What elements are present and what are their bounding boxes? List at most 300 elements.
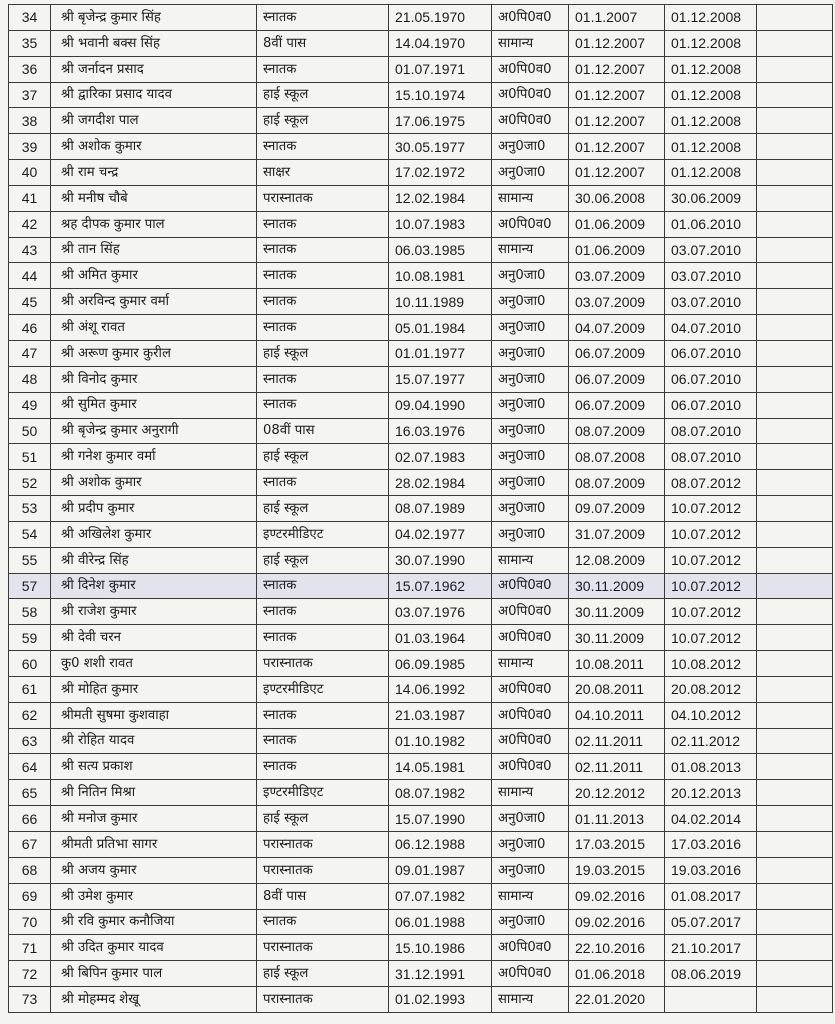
serial-number-cell: 71 [9, 935, 51, 961]
serial-number-cell: 52 [9, 470, 51, 496]
category-cell: अ0पि0व0 [492, 702, 569, 728]
table-row [9, 237, 833, 263]
qualification-cell: परास्नातक [257, 185, 389, 211]
qualification-cell: स्नातक [257, 289, 389, 315]
qualification-cell: इण्टरमीडिएट [257, 780, 389, 806]
qualification-cell: स्नातक [257, 470, 389, 496]
qualification-cell: हाई स्कूल [257, 444, 389, 470]
employee-name-cell: श्री नितिन मिश्रा [51, 780, 257, 806]
serial-number-cell: 65 [9, 780, 51, 806]
confirmation-date-cell: 10.07.2012 [665, 573, 757, 599]
category-cell: सामान्य [492, 237, 569, 263]
table-row [9, 547, 833, 573]
confirmation-date-cell: 30.06.2009 [665, 185, 757, 211]
employee-name-cell: श्री बृजेन्द्र कुमार सिंह [51, 5, 257, 31]
qualification-cell: हाई स्कूल [257, 806, 389, 832]
category-cell: अनु0जा0 [492, 496, 569, 522]
qualification-cell: परास्नातक [257, 935, 389, 961]
empty-cell [757, 832, 833, 858]
employee-name-cell: श्रीमती सुषमा कुशवाहा [51, 702, 257, 728]
empty-cell [757, 676, 833, 702]
qualification-cell: इण्टरमीडिएट [257, 676, 389, 702]
table-row [9, 366, 833, 392]
empty-cell [757, 961, 833, 987]
employee-name-cell: श्री अरूण कुमार कुरील [51, 340, 257, 366]
empty-cell [757, 185, 833, 211]
serial-number-cell: 70 [9, 909, 51, 935]
date-of-birth-cell: 17.02.1972 [389, 160, 492, 186]
table-row [9, 754, 833, 780]
qualification-cell: स्नातक [257, 625, 389, 651]
confirmation-date-cell: 21.10.2017 [665, 935, 757, 961]
joining-date-cell: 09.02.2016 [569, 883, 665, 909]
joining-date-cell: 30.11.2009 [569, 625, 665, 651]
qualification-cell: स्नातक [257, 728, 389, 754]
date-of-birth-cell: 10.07.1983 [389, 211, 492, 237]
employee-name-cell: श्री अशोक कुमार [51, 134, 257, 160]
empty-cell [757, 754, 833, 780]
qualification-cell: स्नातक [257, 754, 389, 780]
qualification-cell: हाई स्कूल [257, 340, 389, 366]
empty-cell [757, 728, 833, 754]
serial-number-cell: 51 [9, 444, 51, 470]
confirmation-date-cell: 03.07.2010 [665, 289, 757, 315]
category-cell: अनु0जा0 [492, 366, 569, 392]
employee-name-cell: श्री रवि कुमार कनौजिया [51, 909, 257, 935]
confirmation-date-cell: 08.07.2010 [665, 444, 757, 470]
confirmation-date-cell: 04.07.2010 [665, 315, 757, 341]
qualification-cell: 8वीं पास [257, 883, 389, 909]
joining-date-cell: 22.10.2016 [569, 935, 665, 961]
serial-number-cell: 63 [9, 728, 51, 754]
joining-date-cell: 20.12.2012 [569, 780, 665, 806]
table-row [9, 780, 833, 806]
date-of-birth-cell: 06.01.1988 [389, 909, 492, 935]
employee-name-cell: श्री राम चन्द्र [51, 160, 257, 186]
employee-name-cell: श्री बिपिन कुमार पाल [51, 961, 257, 987]
category-cell: अ0पि0व0 [492, 676, 569, 702]
date-of-birth-cell: 09.01.1987 [389, 857, 492, 883]
joining-date-cell: 01.12.2007 [569, 30, 665, 56]
date-of-birth-cell: 14.06.1992 [389, 676, 492, 702]
empty-cell [757, 160, 833, 186]
qualification-cell: इण्टरमीडिएट [257, 521, 389, 547]
joining-date-cell: 03.07.2009 [569, 289, 665, 315]
employee-name-cell: श्री जर्नादन प्रसाद [51, 56, 257, 82]
joining-date-cell: 20.08.2011 [569, 676, 665, 702]
empty-cell [757, 340, 833, 366]
table-row [9, 806, 833, 832]
staff-register-table [8, 4, 833, 1013]
serial-number-cell: 40 [9, 160, 51, 186]
category-cell: अ0पि0व0 [492, 935, 569, 961]
serial-number-cell: 35 [9, 30, 51, 56]
date-of-birth-cell: 08.07.1989 [389, 496, 492, 522]
empty-cell [757, 444, 833, 470]
table-row [9, 728, 833, 754]
empty-cell [757, 82, 833, 108]
employee-name-cell: श्री मोहम्मद शेखू [51, 987, 257, 1013]
serial-number-cell: 64 [9, 754, 51, 780]
empty-cell [757, 521, 833, 547]
confirmation-date-cell: 01.08.2017 [665, 883, 757, 909]
register-rows [9, 5, 833, 1013]
empty-cell [757, 5, 833, 31]
empty-cell [757, 935, 833, 961]
serial-number-cell: 41 [9, 185, 51, 211]
serial-number-cell: 72 [9, 961, 51, 987]
joining-date-cell: 06.07.2009 [569, 392, 665, 418]
table-row [9, 211, 833, 237]
confirmation-date-cell [665, 987, 757, 1013]
table-row [9, 573, 833, 599]
qualification-cell: हाई स्कूल [257, 547, 389, 573]
table-row [9, 935, 833, 961]
serial-number-cell: 49 [9, 392, 51, 418]
category-cell: अनु0जा0 [492, 909, 569, 935]
employee-name-cell: श्री राजेश कुमार [51, 599, 257, 625]
category-cell: अनु0जा0 [492, 160, 569, 186]
serial-number-cell: 67 [9, 832, 51, 858]
category-cell: अ0पि0व0 [492, 211, 569, 237]
employee-name-cell: श्री उदित कुमार यादव [51, 935, 257, 961]
confirmation-date-cell: 01.12.2008 [665, 30, 757, 56]
date-of-birth-cell: 10.08.1981 [389, 263, 492, 289]
serial-number-cell: 54 [9, 521, 51, 547]
category-cell: सामान्य [492, 30, 569, 56]
employee-name-cell: श्री सुमित कुमार [51, 392, 257, 418]
category-cell: सामान्य [492, 780, 569, 806]
category-cell: अनु0जा0 [492, 470, 569, 496]
date-of-birth-cell: 21.05.1970 [389, 5, 492, 31]
joining-date-cell: 17.03.2015 [569, 832, 665, 858]
confirmation-date-cell: 06.07.2010 [665, 392, 757, 418]
confirmation-date-cell: 10.07.2012 [665, 521, 757, 547]
joining-date-cell: 09.07.2009 [569, 496, 665, 522]
category-cell: सामान्य [492, 651, 569, 677]
category-cell: अनु0जा0 [492, 315, 569, 341]
qualification-cell: स्नातक [257, 573, 389, 599]
confirmation-date-cell: 10.07.2012 [665, 599, 757, 625]
date-of-birth-cell: 14.04.1970 [389, 30, 492, 56]
confirmation-date-cell: 01.12.2008 [665, 5, 757, 31]
empty-cell [757, 987, 833, 1013]
empty-cell [757, 392, 833, 418]
date-of-birth-cell: 15.07.1990 [389, 806, 492, 832]
serial-number-cell: 59 [9, 625, 51, 651]
joining-date-cell: 01.12.2007 [569, 108, 665, 134]
qualification-cell: परास्नातक [257, 832, 389, 858]
confirmation-date-cell: 01.08.2013 [665, 754, 757, 780]
empty-cell [757, 418, 833, 444]
category-cell: अ0पि0व0 [492, 625, 569, 651]
confirmation-date-cell: 04.02.2014 [665, 806, 757, 832]
serial-number-cell: 55 [9, 547, 51, 573]
empty-cell [757, 651, 833, 677]
joining-date-cell: 06.07.2009 [569, 366, 665, 392]
category-cell: अनु0जा0 [492, 134, 569, 160]
joining-date-cell: 01.12.2007 [569, 82, 665, 108]
qualification-cell: साक्षर [257, 160, 389, 186]
empty-cell [757, 883, 833, 909]
empty-cell [757, 806, 833, 832]
serial-number-cell: 36 [9, 56, 51, 82]
table-row [9, 444, 833, 470]
serial-number-cell: 57 [9, 573, 51, 599]
empty-cell [757, 237, 833, 263]
table-row [9, 289, 833, 315]
confirmation-date-cell: 06.07.2010 [665, 366, 757, 392]
date-of-birth-cell: 15.07.1962 [389, 573, 492, 599]
qualification-cell: परास्नातक [257, 857, 389, 883]
employee-name-cell: श्री प्रदीप कुमार [51, 496, 257, 522]
confirmation-date-cell: 02.11.2012 [665, 728, 757, 754]
joining-date-cell: 08.07.2008 [569, 444, 665, 470]
table-row [9, 263, 833, 289]
employee-name-cell: श्री देवी चरन [51, 625, 257, 651]
empty-cell [757, 625, 833, 651]
category-cell: अनु0जा0 [492, 263, 569, 289]
date-of-birth-cell: 01.10.1982 [389, 728, 492, 754]
table-row [9, 392, 833, 418]
joining-date-cell: 30.06.2008 [569, 185, 665, 211]
serial-number-cell: 68 [9, 857, 51, 883]
serial-number-cell: 60 [9, 651, 51, 677]
employee-name-cell: श्री अरविन्द कुमार वर्मा [51, 289, 257, 315]
qualification-cell: स्नातक [257, 702, 389, 728]
joining-date-cell: 01.06.2009 [569, 211, 665, 237]
empty-cell [757, 702, 833, 728]
category-cell: अनु0जा0 [492, 444, 569, 470]
table-row [9, 82, 833, 108]
empty-cell [757, 470, 833, 496]
date-of-birth-cell: 06.03.1985 [389, 237, 492, 263]
category-cell: अनु0जा0 [492, 289, 569, 315]
confirmation-date-cell: 03.07.2010 [665, 263, 757, 289]
employee-name-cell: श्री विनोद कुमार [51, 366, 257, 392]
employee-name-cell: श्री उमेश कुमार [51, 883, 257, 909]
joining-date-cell: 01.12.2007 [569, 56, 665, 82]
joining-date-cell: 08.07.2009 [569, 418, 665, 444]
qualification-cell: 8वीं पास [257, 30, 389, 56]
category-cell: सामान्य [492, 883, 569, 909]
table-row [9, 832, 833, 858]
qualification-cell: हाई स्कूल [257, 961, 389, 987]
table-row [9, 857, 833, 883]
table-row [9, 56, 833, 82]
serial-number-cell: 34 [9, 5, 51, 31]
qualification-cell: स्नातक [257, 263, 389, 289]
joining-date-cell: 30.11.2009 [569, 599, 665, 625]
joining-date-cell: 01.12.2007 [569, 160, 665, 186]
date-of-birth-cell: 31.12.1991 [389, 961, 492, 987]
confirmation-date-cell: 08.06.2019 [665, 961, 757, 987]
joining-date-cell: 06.07.2009 [569, 340, 665, 366]
table-row [9, 702, 833, 728]
serial-number-cell: 45 [9, 289, 51, 315]
date-of-birth-cell: 01.02.1993 [389, 987, 492, 1013]
joining-date-cell: 01.11.2013 [569, 806, 665, 832]
category-cell: अनु0जा0 [492, 832, 569, 858]
table-row [9, 185, 833, 211]
category-cell: सामान्य [492, 185, 569, 211]
joining-date-cell: 08.07.2009 [569, 470, 665, 496]
joining-date-cell: 03.07.2009 [569, 263, 665, 289]
table-row [9, 651, 833, 677]
empty-cell [757, 30, 833, 56]
employee-name-cell: श्री अशोक कुमार [51, 470, 257, 496]
confirmation-date-cell: 10.07.2012 [665, 547, 757, 573]
joining-date-cell: 30.11.2009 [569, 573, 665, 599]
category-cell: अनु0जा0 [492, 340, 569, 366]
table-row [9, 883, 833, 909]
category-cell: अ0पि0व0 [492, 82, 569, 108]
empty-cell [757, 496, 833, 522]
employee-name-cell: श्रह दीपक कुमार पाल [51, 211, 257, 237]
empty-cell [757, 108, 833, 134]
confirmation-date-cell: 10.07.2012 [665, 625, 757, 651]
joining-date-cell: 12.08.2009 [569, 547, 665, 573]
date-of-birth-cell: 30.07.1990 [389, 547, 492, 573]
category-cell: अ0पि0व0 [492, 754, 569, 780]
qualification-cell: हाई स्कूल [257, 496, 389, 522]
category-cell: अनु0जा0 [492, 857, 569, 883]
category-cell: अ0पि0व0 [492, 56, 569, 82]
confirmation-date-cell: 01.12.2008 [665, 82, 757, 108]
table-row [9, 496, 833, 522]
table-row [9, 5, 833, 31]
joining-date-cell: 02.11.2011 [569, 728, 665, 754]
confirmation-date-cell: 10.08.2012 [665, 651, 757, 677]
confirmation-date-cell: 01.12.2008 [665, 134, 757, 160]
joining-date-cell: 19.03.2015 [569, 857, 665, 883]
employee-name-cell: श्री द्वारिका प्रसाद यादव [51, 82, 257, 108]
employee-name-cell: श्री बृजेन्द्र कुमार अनुरागी [51, 418, 257, 444]
employee-name-cell: श्री अमित कुमार [51, 263, 257, 289]
empty-cell [757, 289, 833, 315]
table-row [9, 599, 833, 625]
empty-cell [757, 780, 833, 806]
employee-name-cell: श्री अजय कुमार [51, 857, 257, 883]
qualification-cell: स्नातक [257, 5, 389, 31]
empty-cell [757, 315, 833, 341]
empty-cell [757, 366, 833, 392]
employee-name-cell: श्री भवानी बक्स सिंह [51, 30, 257, 56]
qualification-cell: परास्नातक [257, 987, 389, 1013]
joining-date-cell: 01.12.2007 [569, 134, 665, 160]
table-row [9, 909, 833, 935]
serial-number-cell: 53 [9, 496, 51, 522]
employee-name-cell: श्री दिनेश कुमार [51, 573, 257, 599]
date-of-birth-cell: 01.01.1977 [389, 340, 492, 366]
empty-cell [757, 547, 833, 573]
qualification-cell: स्नातक [257, 366, 389, 392]
table-row [9, 30, 833, 56]
employee-name-cell: श्री सत्य प्रकाश [51, 754, 257, 780]
serial-number-cell: 69 [9, 883, 51, 909]
serial-number-cell: 50 [9, 418, 51, 444]
joining-date-cell: 10.08.2011 [569, 651, 665, 677]
qualification-cell: परास्नातक [257, 651, 389, 677]
confirmation-date-cell: 10.07.2012 [665, 496, 757, 522]
confirmation-date-cell: 20.08.2012 [665, 676, 757, 702]
category-cell: अनु0जा0 [492, 418, 569, 444]
employee-name-cell: श्री अंशू रावत [51, 315, 257, 341]
date-of-birth-cell: 06.12.1988 [389, 832, 492, 858]
qualification-cell: हाई स्कूल [257, 82, 389, 108]
table-row [9, 470, 833, 496]
joining-date-cell: 22.01.2020 [569, 987, 665, 1013]
category-cell: अ0पि0व0 [492, 573, 569, 599]
qualification-cell: स्नातक [257, 134, 389, 160]
category-cell: सामान्य [492, 987, 569, 1013]
empty-cell [757, 599, 833, 625]
date-of-birth-cell: 14.05.1981 [389, 754, 492, 780]
confirmation-date-cell: 08.07.2012 [665, 470, 757, 496]
serial-number-cell: 42 [9, 211, 51, 237]
date-of-birth-cell: 09.04.1990 [389, 392, 492, 418]
confirmation-date-cell: 17.03.2016 [665, 832, 757, 858]
qualification-cell: 08वीं पास [257, 418, 389, 444]
joining-date-cell: 02.11.2011 [569, 754, 665, 780]
date-of-birth-cell: 30.05.1977 [389, 134, 492, 160]
joining-date-cell: 31.07.2009 [569, 521, 665, 547]
joining-date-cell: 01.06.2009 [569, 237, 665, 263]
employee-name-cell: श्रीमती प्रतिभा सागर [51, 832, 257, 858]
category-cell: अ0पि0व0 [492, 961, 569, 987]
date-of-birth-cell: 15.10.1974 [389, 82, 492, 108]
confirmation-date-cell: 03.07.2010 [665, 237, 757, 263]
qualification-cell: स्नातक [257, 909, 389, 935]
category-cell: अ0पि0व0 [492, 5, 569, 31]
serial-number-cell: 48 [9, 366, 51, 392]
serial-number-cell: 61 [9, 676, 51, 702]
table-row [9, 987, 833, 1013]
table-row [9, 961, 833, 987]
serial-number-cell: 43 [9, 237, 51, 263]
date-of-birth-cell: 01.07.1971 [389, 56, 492, 82]
serial-number-cell: 62 [9, 702, 51, 728]
serial-number-cell: 37 [9, 82, 51, 108]
qualification-cell: हाई स्कूल [257, 108, 389, 134]
confirmation-date-cell: 06.07.2010 [665, 340, 757, 366]
category-cell: अ0पि0व0 [492, 108, 569, 134]
date-of-birth-cell: 15.07.1977 [389, 366, 492, 392]
date-of-birth-cell: 05.01.1984 [389, 315, 492, 341]
serial-number-cell: 46 [9, 315, 51, 341]
empty-cell [757, 263, 833, 289]
joining-date-cell: 01.1.2007 [569, 5, 665, 31]
category-cell: अनु0जा0 [492, 806, 569, 832]
empty-cell [757, 857, 833, 883]
joining-date-cell: 04.10.2011 [569, 702, 665, 728]
serial-number-cell: 44 [9, 263, 51, 289]
date-of-birth-cell: 02.07.1983 [389, 444, 492, 470]
joining-date-cell: 09.02.2016 [569, 909, 665, 935]
date-of-birth-cell: 12.02.1984 [389, 185, 492, 211]
date-of-birth-cell: 07.07.1982 [389, 883, 492, 909]
qualification-cell: स्नातक [257, 599, 389, 625]
empty-cell [757, 134, 833, 160]
employee-name-cell: श्री वीरेन्द्र सिंह [51, 547, 257, 573]
joining-date-cell: 04.07.2009 [569, 315, 665, 341]
date-of-birth-cell: 28.02.1984 [389, 470, 492, 496]
category-cell: सामान्य [492, 547, 569, 573]
confirmation-date-cell: 01.12.2008 [665, 56, 757, 82]
employee-name-cell: श्री अखिलेश कुमार [51, 521, 257, 547]
confirmation-date-cell: 08.07.2010 [665, 418, 757, 444]
qualification-cell: स्नातक [257, 392, 389, 418]
